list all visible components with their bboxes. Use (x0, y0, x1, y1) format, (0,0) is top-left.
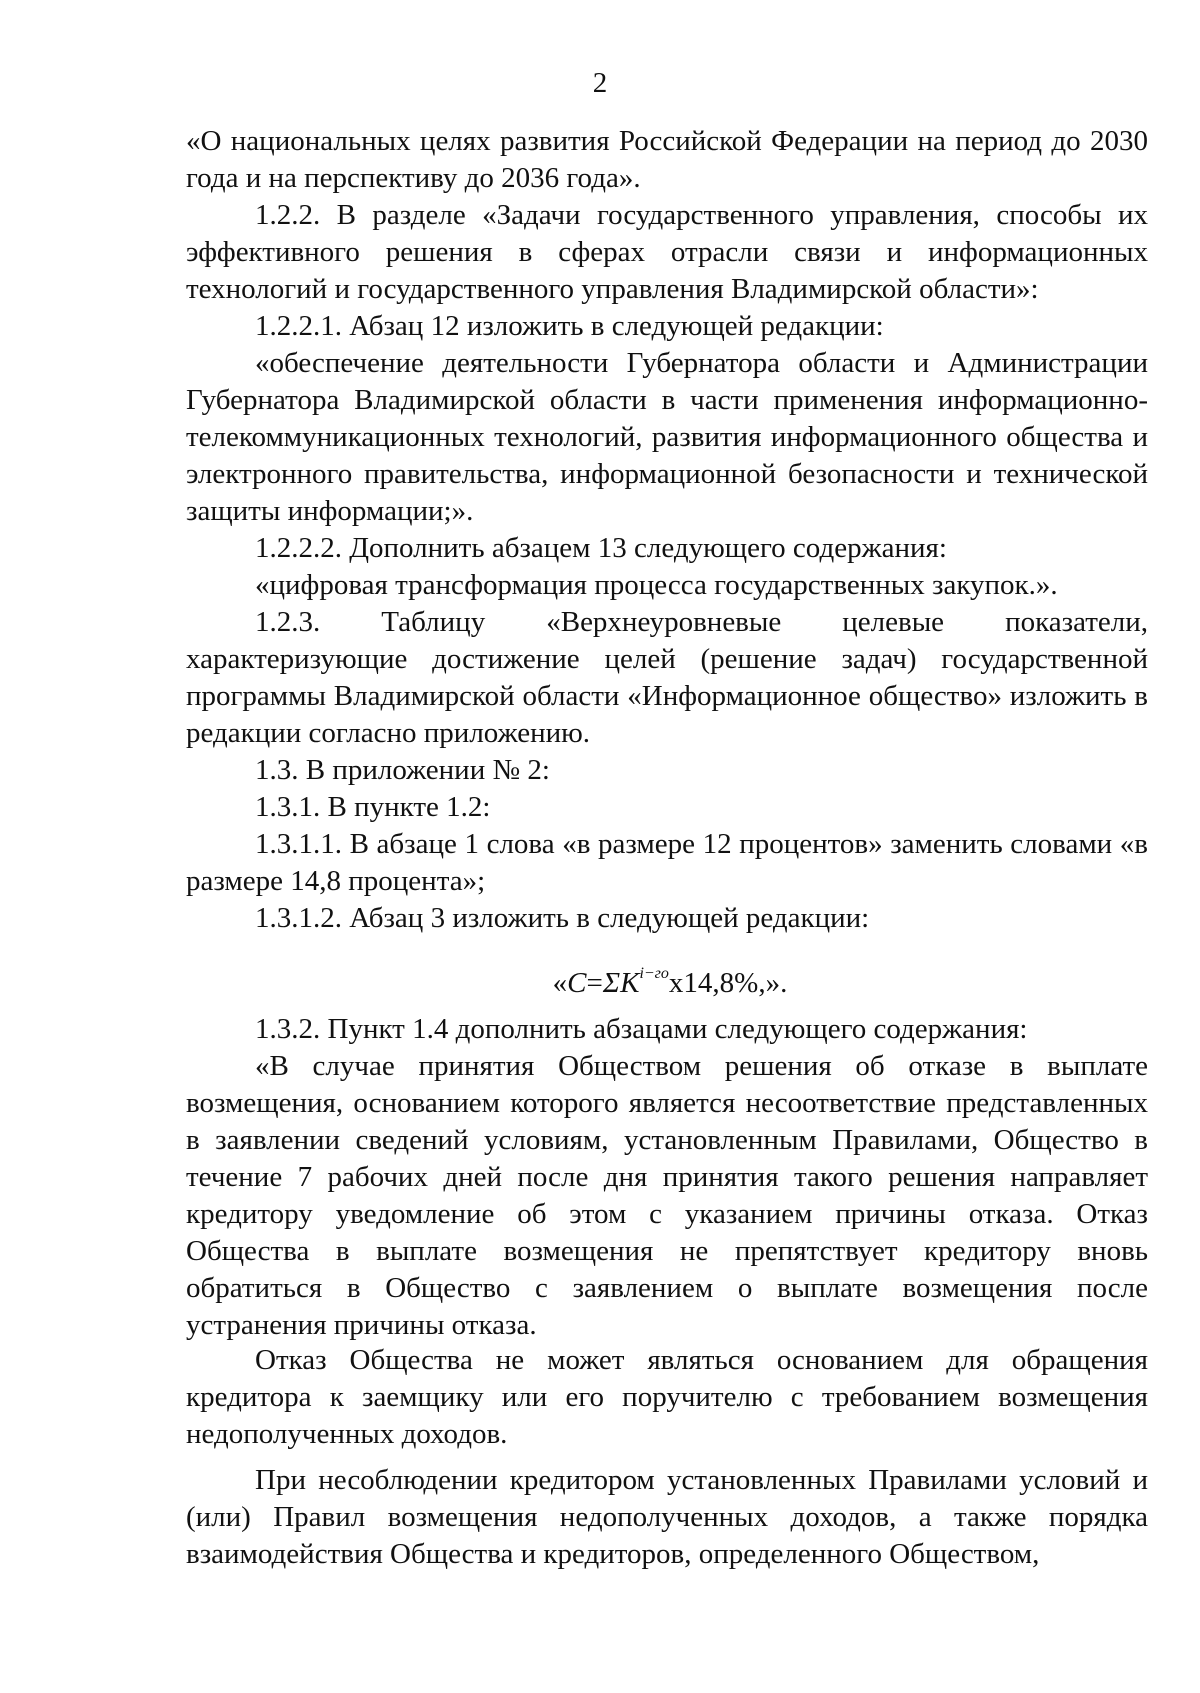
paragraph-5: 1.2.2.2. Дополнить абзацем 13 следующего содержания: (255, 532, 947, 564)
formula-tail: x14,8%,». (668, 967, 788, 999)
formula-superscript: i−го (639, 965, 669, 982)
paragraph-14: Отказ Общества не может являться основанием для обращения кредитора к заемщику или его поручителю с требованием возмещения недополученных доходов. (186, 1344, 1148, 1450)
paragraph-3: 1.2.2.1. Абзац 12 изложить в следующей редакции: (255, 310, 884, 342)
formula (0, 955, 1200, 1002)
paragraph-11: 1.3.1.2. Абзац 3 изложить в следующей редакции: (255, 902, 870, 934)
paragraph-4: «обеспечение деятельности Губернатора области и Администрации Губернатора Владимирской области в части применения информационно-телекоммуникационных технологий, развития информационного общества и электронного правительства, информационной безопасности и технической защиты информации;». (186, 347, 1148, 527)
formula-lhs: C (567, 967, 587, 999)
paragraph-1: «О национальных целях развития Российской Федерации на период до 2030 года и на перспективу до 2036 года». (186, 125, 1148, 194)
page-number: 2 (592, 67, 608, 99)
formula-sigma: Σ (602, 967, 621, 999)
paragraph-7: 1.2.3. Таблицу «Верхнеуровневые целевые показатели, характеризующие достижение целей (решение задач) государственной программы Владимирской области «Информационное общество» изложить в редакции согласно приложению. (186, 606, 1148, 749)
paragraph-13: «В случае принятия Обществом решения об отказе в выплате возмещения, основанием которого является несоответствие представленных в заявлении сведений условиям, установленным Правилами, Общество в течение 7 рабочих дней после дня принятия такого решения направляет кредитору уведомление об этом с указанием причины отказа. Отказ Общества в выплате возмещения не препятствует кредитору вновь обратиться в Общество с заявлением о выплате возмещения после устранения причины отказа. (186, 1050, 1148, 1341)
paragraph-2: 1.2.2. В разделе «Задачи государственного управления, способы их эффективного решения в сферах отрасли связи и информационных технологий и государственного управления Владимирской области»: (186, 199, 1148, 305)
paragraph-15: При несоблюдении кредитором установленных Правилами условий и (или) Правил возмещения недополученных доходов, а также порядка взаимодействия Общества и кредиторов, определенного Обществом, (186, 1464, 1148, 1570)
paragraph-10: 1.3.1.1. В абзаце 1 слова «в размере 12 процентов» заменить словами «в размере 14,8 процента»; (186, 828, 1148, 897)
formula-k: K (620, 967, 640, 999)
paragraph-12: 1.3.2. Пункт 1.4 дополнить абзацами следующего содержания: (255, 1013, 1028, 1045)
formula-eq: = (586, 967, 603, 999)
paragraph-6: «цифровая трансформация процесса государственных закупок.». (255, 569, 1058, 601)
formula-open: « (552, 967, 568, 999)
paragraph-9: 1.3.1. В пункте 1.2: (255, 791, 491, 823)
paragraph-8: 1.3. В приложении № 2: (255, 754, 550, 786)
